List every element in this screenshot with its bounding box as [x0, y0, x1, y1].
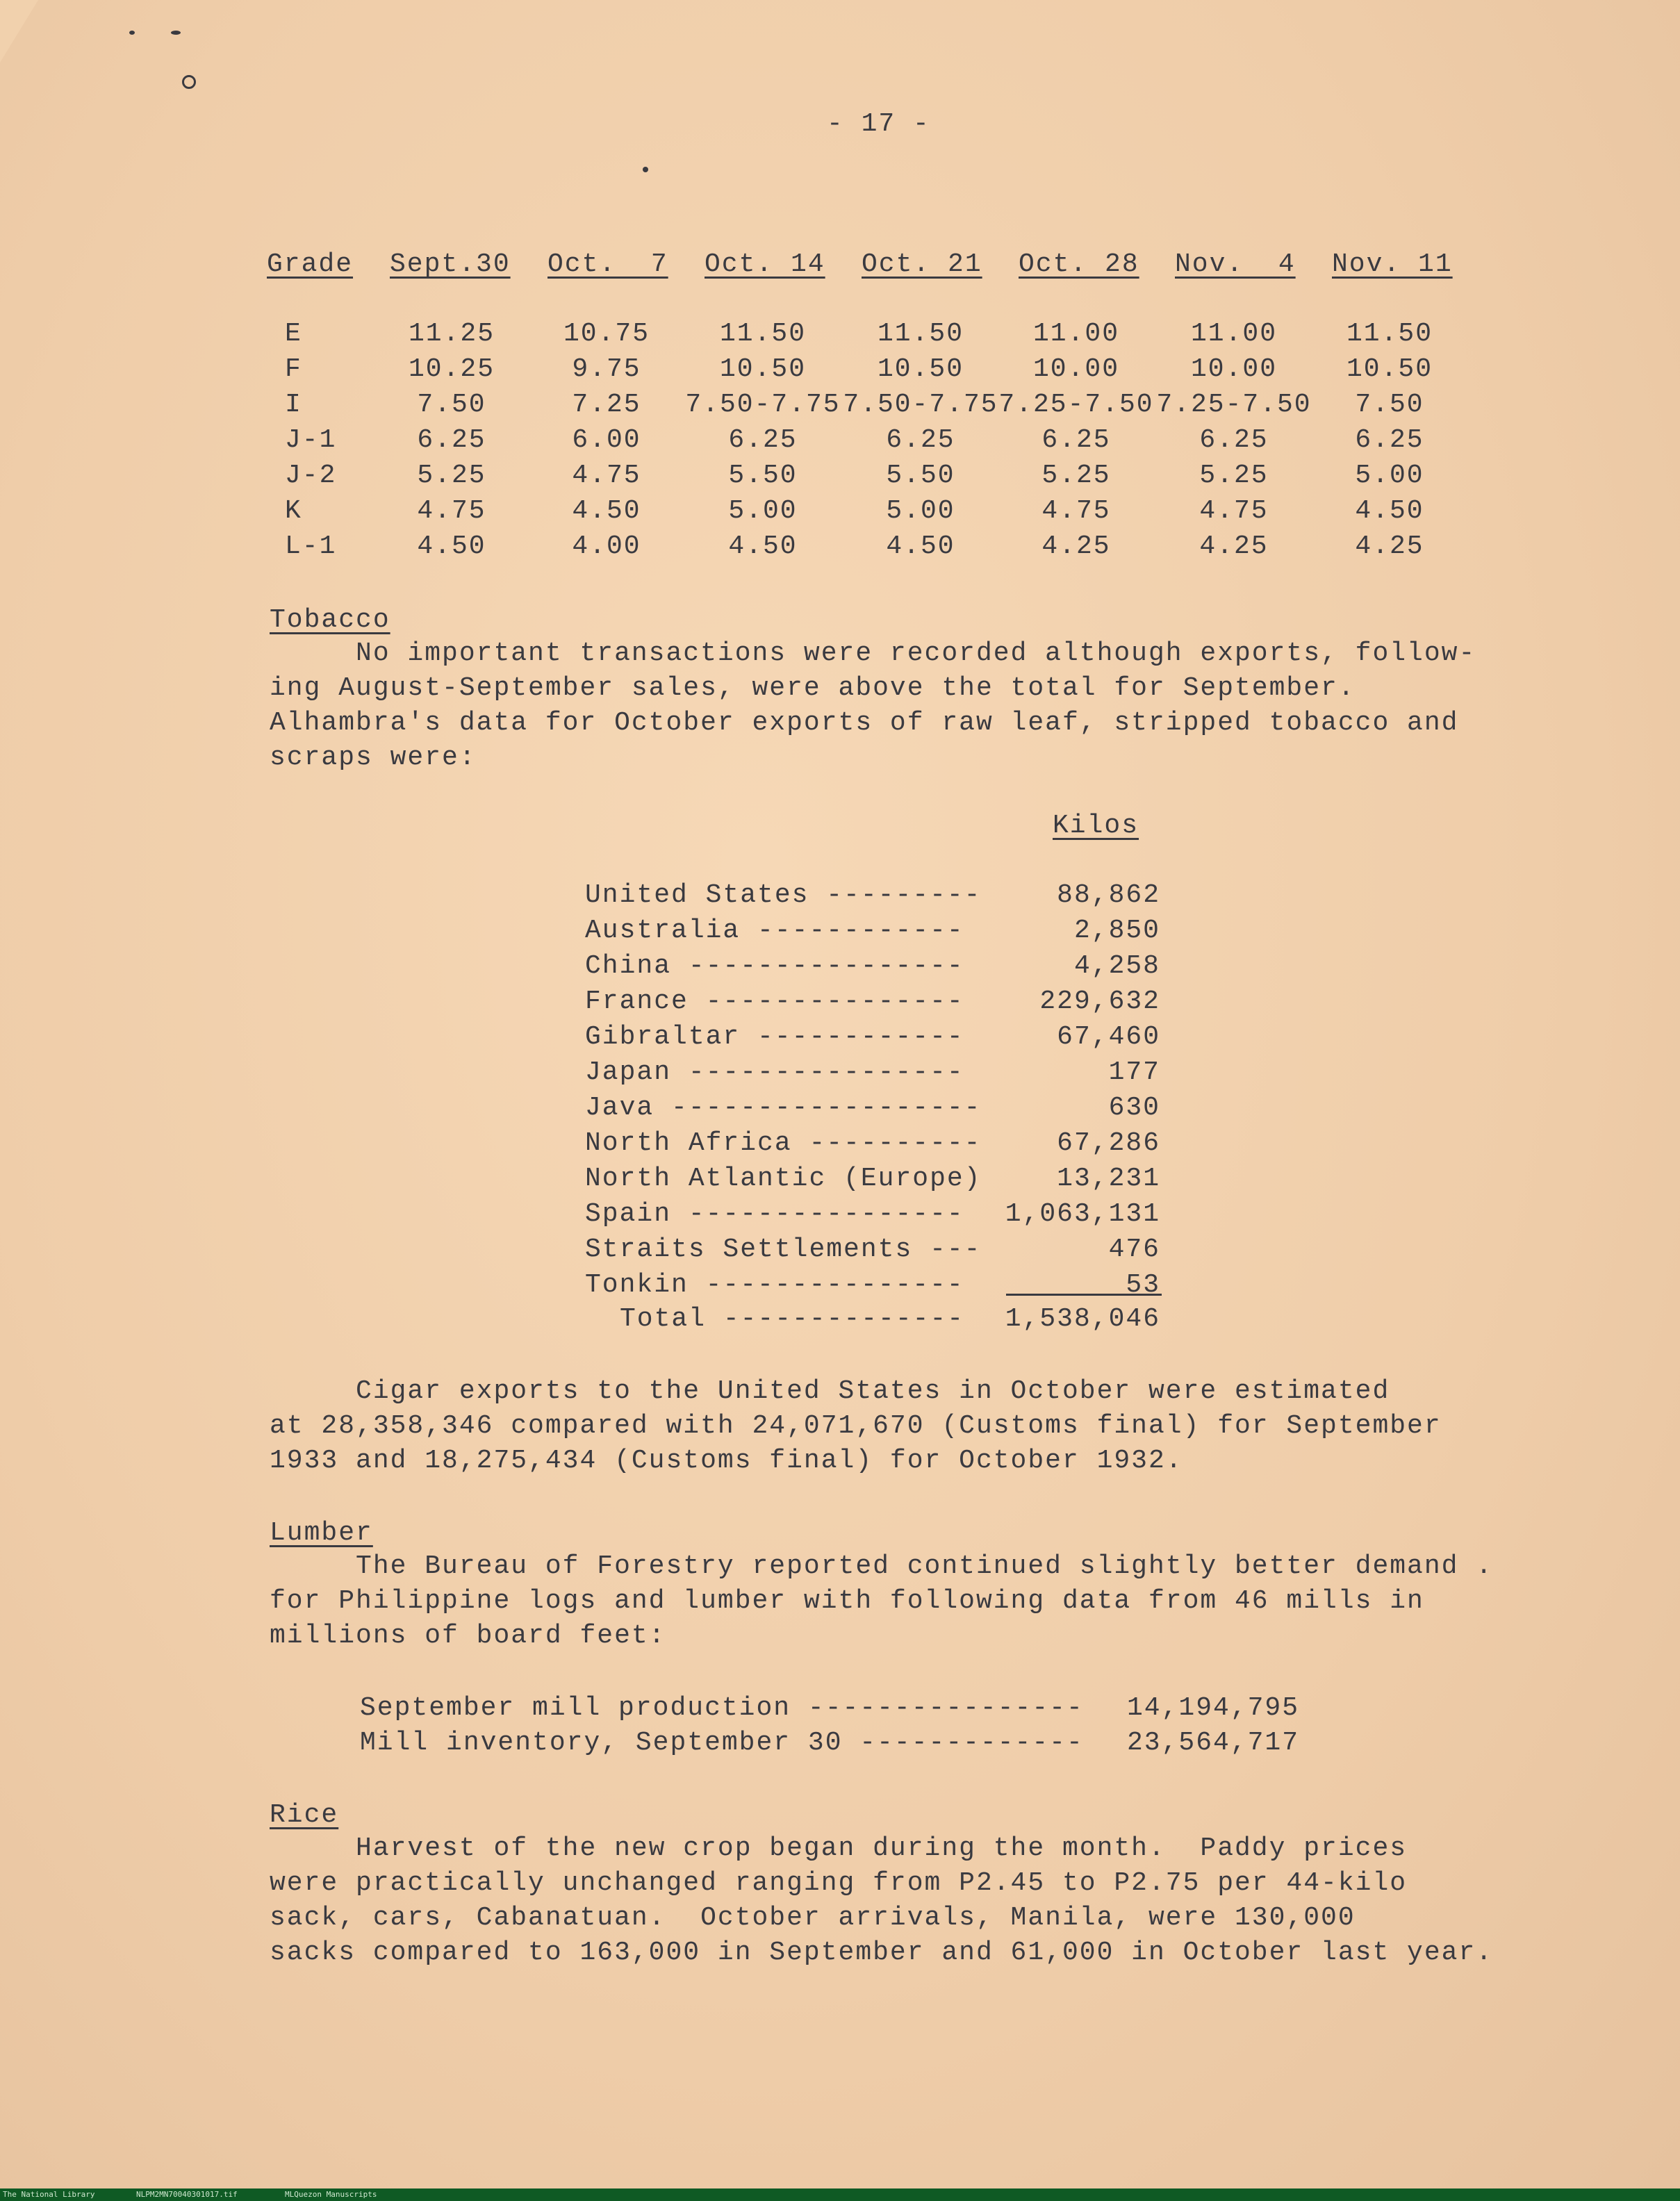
price-cell: 5.50: [728, 461, 798, 491]
export-kilos: 2,850: [1073, 916, 1160, 946]
ink-speck: [182, 75, 196, 89]
column-header: Oct. 14: [705, 249, 825, 279]
page-number: - 17 -: [827, 109, 930, 139]
text-line: No important transactions were recorded although exports, follow-: [270, 638, 1476, 668]
price-cell: 10.75: [563, 319, 650, 349]
export-country: Japan ----------------: [585, 1057, 964, 1087]
price-cell: 4.75: [417, 496, 486, 526]
price-cell: 7.50: [417, 390, 486, 420]
export-country: United States ---------: [585, 880, 982, 910]
price-cell: 7.25-7.50: [1156, 390, 1312, 420]
sum-rule: [1006, 1294, 1162, 1296]
price-cell: 10.50: [1346, 354, 1433, 384]
export-kilos: 1,063,131: [1005, 1199, 1160, 1229]
price-cell: 4.50: [572, 496, 641, 526]
text-line: for Philippine logs and lumber with following data from 46 mills in: [270, 1586, 1424, 1616]
price-cell: 5.00: [728, 496, 798, 526]
price-cell: 6.00: [572, 425, 641, 455]
text-line: at 28,358,346 compared with 24,071,670 (Customs final) for September: [270, 1411, 1442, 1441]
grade-cell: I: [285, 390, 302, 420]
grade-cell: E: [285, 319, 302, 349]
footer-collection: MLQuezon Manuscripts: [285, 2190, 377, 2199]
ink-speck: [171, 31, 181, 35]
price-cell: 6.25: [1355, 425, 1424, 455]
export-country: China ----------------: [585, 951, 964, 981]
price-cell: 11.25: [408, 319, 495, 349]
text-line: 1933 and 18,275,434 (Customs final) for October 1932.: [270, 1446, 1183, 1476]
text-line: millions of board feet:: [270, 1621, 666, 1651]
grade-cell: F: [285, 354, 302, 384]
price-cell: 4.25: [1355, 531, 1424, 561]
lumber-item-value: 23,564,717: [1127, 1728, 1300, 1758]
export-kilos: 229,632: [1039, 987, 1160, 1016]
price-cell: 11.50: [719, 319, 807, 349]
export-country: Tonkin ---------------: [585, 1270, 964, 1300]
export-country: North Africa ----------: [585, 1128, 982, 1158]
price-cell: 4.25: [1199, 531, 1269, 561]
price-cell: 4.25: [1041, 531, 1111, 561]
text-line: ing August-September sales, were above the total for September.: [270, 673, 1356, 703]
text-line: were practically unchanged ranging from P2.45 to P2.75 per 44-kilo: [270, 1868, 1408, 1898]
price-cell: 4.00: [572, 531, 641, 561]
price-cell: 11.00: [1032, 319, 1120, 349]
price-cell: 7.50-7.75: [685, 390, 841, 420]
price-cell: 7.50-7.75: [843, 390, 998, 420]
text-line: sacks compared to 163,000 in September and 61,000 in October last year.: [270, 1938, 1494, 1968]
section-heading-rice: Rice: [270, 1800, 339, 1830]
grade-cell: J-1: [285, 425, 337, 455]
text-line: scraps were:: [270, 743, 477, 773]
section-heading-tobacco: Tobacco: [270, 605, 390, 635]
footer-library: The National Library: [3, 2190, 95, 2199]
price-cell: 10.25: [408, 354, 495, 384]
export-kilos: 4,258: [1073, 951, 1160, 981]
kilos-column-header: Kilos: [1053, 811, 1139, 841]
text-line: Cigar exports to the United States in October were estimated: [270, 1376, 1390, 1406]
price-cell: 10.50: [719, 354, 807, 384]
price-cell: 10.00: [1032, 354, 1120, 384]
price-cell: 5.25: [417, 461, 486, 491]
footer-filename: NLPM2MN70040301017.tif: [136, 2190, 238, 2199]
column-header: Oct. 7: [547, 249, 668, 279]
text-line: sack, cars, Cabanatuan. October arrivals, Manila, were 130,000: [270, 1903, 1356, 1933]
grade-cell: L-1: [285, 531, 337, 561]
price-cell: 5.25: [1199, 461, 1269, 491]
export-kilos: 53: [1126, 1270, 1160, 1300]
price-cell: 4.75: [1041, 496, 1111, 526]
price-cell: 11.50: [877, 319, 964, 349]
lumber-item-value: 14,194,795: [1127, 1693, 1300, 1723]
price-cell: 5.00: [1355, 461, 1424, 491]
column-header: Nov. 4: [1175, 249, 1296, 279]
price-cell: 4.50: [1355, 496, 1424, 526]
ink-speck: [129, 31, 135, 35]
export-kilos: 177: [1108, 1057, 1160, 1087]
price-cell: 10.50: [877, 354, 964, 384]
price-cell: 5.00: [886, 496, 955, 526]
text-line: Alhambra's data for October exports of raw leaf, stripped tobacco and: [270, 708, 1459, 738]
lumber-item-label: Mill inventory, September 30 -------------: [360, 1728, 1084, 1758]
section-heading-lumber: Lumber: [270, 1518, 373, 1548]
column-header: Grade: [267, 249, 354, 279]
price-cell: 7.50: [1355, 390, 1424, 420]
price-cell: 5.25: [1041, 461, 1111, 491]
price-cell: 6.25: [417, 425, 486, 455]
price-cell: 4.50: [886, 531, 955, 561]
price-cell: 11.50: [1346, 319, 1433, 349]
column-header: Nov. 11: [1332, 249, 1453, 279]
export-country: North Atlantic (Europe): [585, 1164, 982, 1194]
total-label: Total --------------: [620, 1304, 965, 1334]
price-cell: 10.00: [1190, 354, 1278, 384]
export-country: Gibraltar ------------: [585, 1022, 964, 1052]
price-cell: 5.50: [886, 461, 955, 491]
price-cell: 6.25: [1199, 425, 1269, 455]
text-line: Harvest of the new crop began during the month. Paddy prices: [270, 1833, 1408, 1863]
total-value: 1,538,046: [1005, 1304, 1160, 1334]
export-kilos: 476: [1108, 1235, 1160, 1264]
export-country: Java ------------------: [585, 1093, 982, 1123]
grade-cell: J-2: [285, 461, 337, 491]
text-line: The Bureau of Forestry reported continued slightly better demand .: [270, 1551, 1494, 1581]
export-country: France ---------------: [585, 987, 964, 1016]
price-cell: 6.25: [1041, 425, 1111, 455]
price-cell: 4.50: [728, 531, 798, 561]
archive-footer-bar: [0, 2188, 1680, 2201]
grade-cell: K: [285, 496, 302, 526]
export-kilos: 630: [1108, 1093, 1160, 1123]
export-kilos: 67,460: [1057, 1022, 1160, 1052]
lumber-item-label: September mill production ----------------: [360, 1693, 1084, 1723]
price-cell: 6.25: [886, 425, 955, 455]
price-cell: 7.25: [572, 390, 641, 420]
price-cell: 4.50: [417, 531, 486, 561]
column-header: Oct. 28: [1019, 249, 1139, 279]
price-cell: 4.75: [1199, 496, 1269, 526]
column-header: Oct. 21: [862, 249, 982, 279]
export-kilos: 67,286: [1057, 1128, 1160, 1158]
ink-speck: [643, 167, 648, 172]
export-country: Straits Settlements ---: [585, 1235, 982, 1264]
price-cell: 6.25: [728, 425, 798, 455]
price-cell: 4.75: [572, 461, 641, 491]
price-cell: 7.25-7.50: [998, 390, 1154, 420]
column-header: Sept.30: [390, 249, 511, 279]
price-cell: 11.00: [1190, 319, 1278, 349]
price-cell: 9.75: [572, 354, 641, 384]
export-kilos: 13,231: [1057, 1164, 1160, 1194]
export-country: Spain ----------------: [585, 1199, 964, 1229]
export-kilos: 88,862: [1057, 880, 1160, 910]
export-country: Australia ------------: [585, 916, 964, 946]
